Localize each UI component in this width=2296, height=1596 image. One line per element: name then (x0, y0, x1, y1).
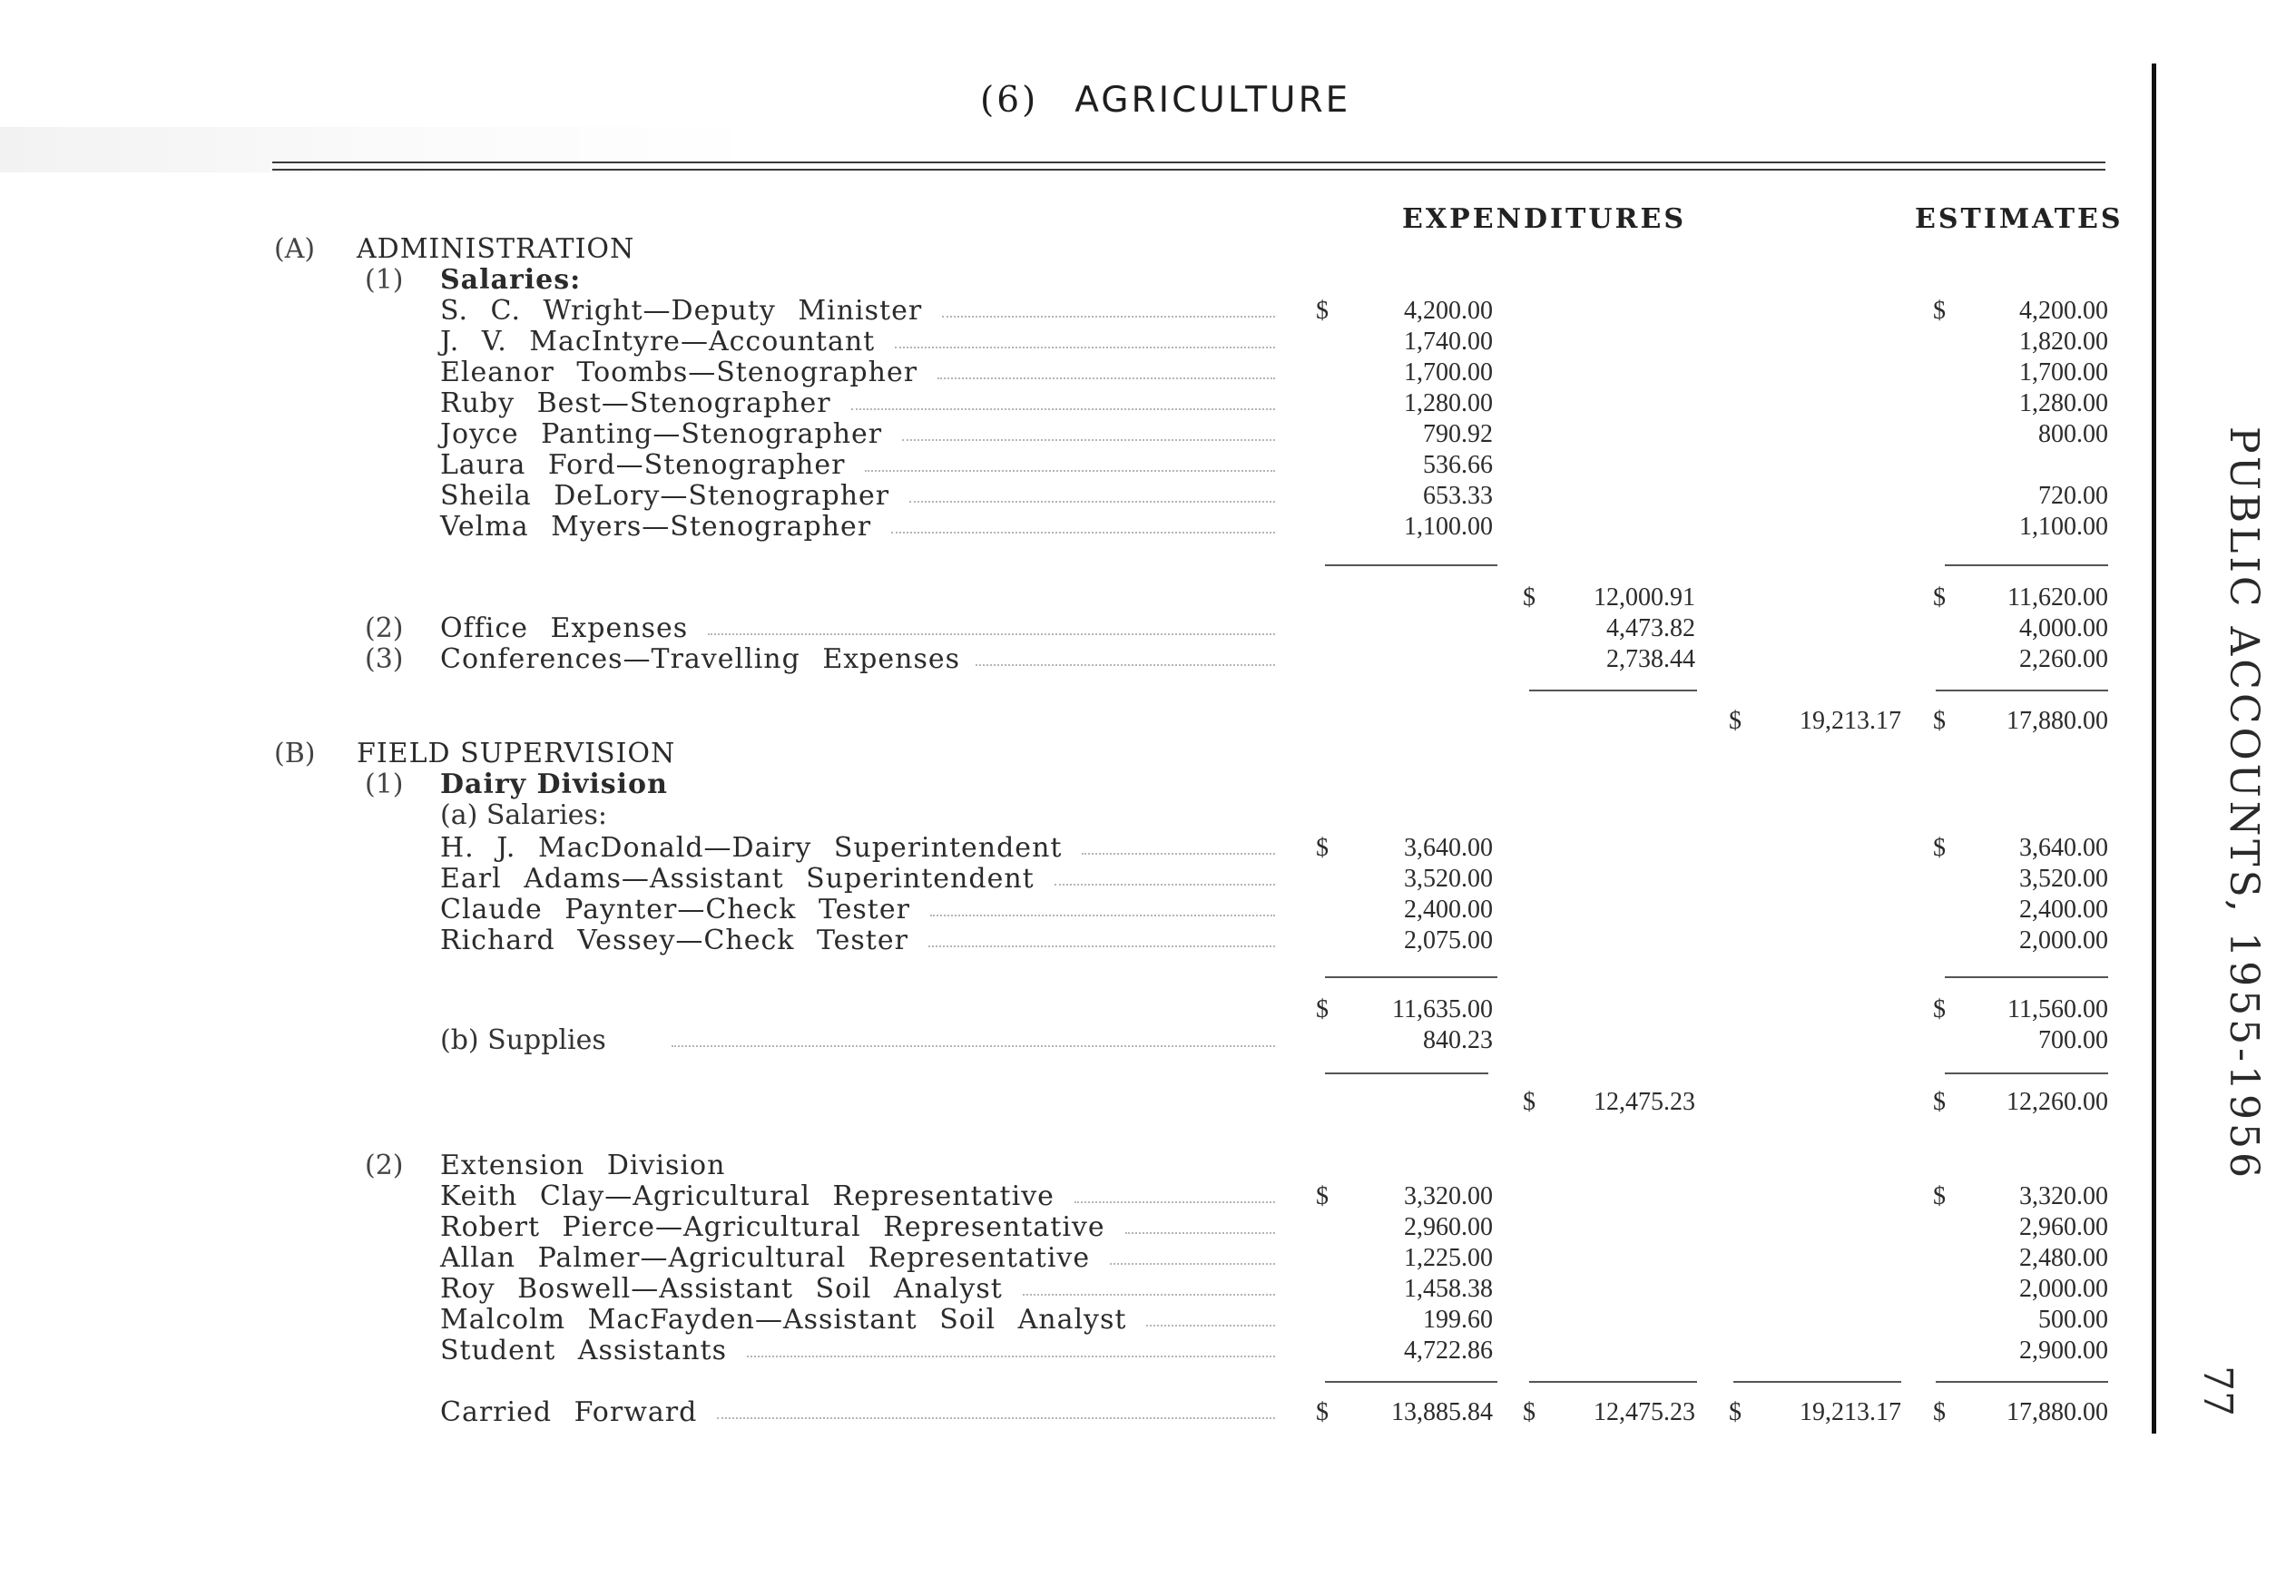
item-exp: 2,960.00 (1404, 1213, 1493, 1241)
header-rule-bottom (272, 169, 2105, 171)
leader-dots (895, 347, 1275, 348)
item-exp: 1,740.00 (1404, 328, 1493, 356)
rule (1325, 1072, 1488, 1074)
sub-index: (1) (365, 264, 404, 296)
dollar-sign: $ (1933, 1398, 1946, 1426)
item-name: Robert Pierce—Agricultural Representative (440, 1211, 1105, 1243)
sub-title: Extension Division (440, 1150, 726, 1181)
subtotal-est: 11,620.00 (2007, 583, 2108, 612)
salaries-subtotal-row (0, 583, 2142, 613)
item-exp: 653.33 (1423, 482, 1493, 510)
dollar-sign: $ (1933, 297, 1946, 325)
section-number: (6) (980, 80, 1039, 121)
dollar-sign: $ (1523, 1398, 1536, 1426)
section-title: FIELD SUPERVISION (357, 738, 676, 769)
estimates-header: ESTIMATES (1915, 203, 2124, 235)
item-est: 500.00 (2038, 1306, 2108, 1334)
conferences-row (0, 644, 2142, 675)
dollar-sign: $ (1729, 707, 1742, 735)
item-est: 4,200.00 (2019, 297, 2108, 325)
sub-index: (2) (365, 1150, 404, 1181)
list-item (0, 512, 2142, 543)
dairy-division-heading (0, 769, 2142, 800)
leader-dots (1023, 1294, 1275, 1296)
leader-dots (937, 377, 1275, 379)
item-name: Roy Boswell—Assistant Soil Analyst (440, 1273, 1003, 1305)
item-est: 1,820.00 (2019, 328, 2108, 356)
rule (1936, 690, 2108, 691)
leader-dots (1146, 1325, 1275, 1327)
page-number: 77 (2194, 1366, 2241, 1416)
rule (1325, 1381, 1497, 1383)
item-est: 2,900.00 (2019, 1337, 2108, 1365)
leader-dots (976, 664, 1275, 666)
section-title: ADMINISTRATION (357, 233, 635, 265)
item-est: 3,520.00 (2019, 865, 2108, 893)
carried-col3: 19,213.17 (1800, 1398, 1901, 1426)
item-est: 3,640.00 (2019, 834, 2108, 862)
item-exp: 840.23 (1423, 1026, 1493, 1054)
list-item (0, 1274, 2142, 1305)
rule (1936, 1381, 2108, 1383)
total-est: 12,260.00 (2007, 1088, 2108, 1116)
item-name: Velma Myers—Stenographer (440, 511, 872, 543)
item-name: Office Expenses (440, 612, 689, 644)
dollar-sign: $ (1316, 297, 1329, 325)
section-letter: (A) (274, 233, 316, 265)
leader-dots (1074, 1201, 1275, 1203)
dollar-sign: $ (1933, 707, 1946, 735)
list-item (0, 1212, 2142, 1243)
item-name: Joyce Panting—Stenographer (440, 418, 883, 450)
item-name: Eleanor Toombs—Stenographer (440, 357, 918, 388)
item-exp: 199.60 (1423, 1306, 1493, 1334)
sub-title: Salaries: (440, 264, 582, 296)
item-exp: 4,722.86 (1404, 1337, 1493, 1365)
item-name: Conferences—Travelling Expenses (440, 643, 960, 675)
item-exp: 3,320.00 (1404, 1182, 1493, 1210)
list-item (0, 895, 2142, 925)
rule (1529, 690, 1697, 691)
rule (1945, 564, 2108, 566)
dollar-sign: $ (1316, 995, 1329, 1023)
leader-dots (1110, 1263, 1275, 1265)
item-est: 2,400.00 (2019, 896, 2108, 924)
subtotal-est: 11,560.00 (2007, 995, 2108, 1023)
office-expenses-row (0, 613, 2142, 644)
leader-dots (1125, 1232, 1275, 1234)
total-exp: 19,213.17 (1800, 707, 1901, 735)
item-est: 2,000.00 (2019, 926, 2108, 955)
subtotal-exp: 12,000.91 (1594, 583, 1695, 612)
list-item (0, 327, 2142, 357)
item-name: Richard Vessey—Check Tester (440, 925, 908, 956)
leader-dots (672, 1045, 1275, 1047)
header-rule-top (272, 162, 2105, 163)
list-item (0, 481, 2142, 512)
item-name: Malcolm MacFayden—Assistant Soil Analyst (440, 1304, 1127, 1336)
subtotal-exp: 11,635.00 (1392, 995, 1493, 1023)
leader-dots (708, 633, 1275, 635)
leader-dots (1082, 853, 1275, 855)
item-exp: 4,473.82 (1606, 614, 1695, 642)
leader-dots (747, 1356, 1275, 1357)
dairy-salaries-total-row (0, 994, 2142, 1025)
carried-col2: 12,475.23 (1594, 1398, 1695, 1426)
rule (1945, 976, 2108, 978)
sub-index: (3) (365, 643, 404, 675)
item-exp: 2,738.44 (1606, 645, 1695, 673)
item-est: 2,960.00 (2019, 1213, 2108, 1241)
dollar-sign: $ (1729, 1398, 1742, 1426)
list-item (0, 296, 2142, 327)
list-item (0, 1336, 2142, 1366)
item-name: Earl Adams—Assistant Superintendent (440, 863, 1035, 895)
rule (1325, 564, 1497, 566)
item-est: 1,280.00 (2019, 389, 2108, 417)
expenditures-header: EXPENDITURES (1402, 203, 1686, 235)
item-exp: 790.92 (1423, 420, 1493, 448)
leader-dots (865, 470, 1275, 472)
carried-forward-label: Carried Forward (440, 1396, 698, 1428)
total-est: 17,880.00 (2007, 707, 2108, 735)
supplies-row (0, 1025, 2142, 1056)
carried-forward-row (0, 1397, 2142, 1428)
dollar-sign: $ (1523, 1088, 1536, 1116)
sub-title: Dairy Division (440, 769, 668, 800)
list-item (0, 419, 2142, 450)
item-est: 2,260.00 (2019, 645, 2108, 673)
dollar-sign: $ (1316, 1182, 1329, 1210)
rule (1945, 1072, 2108, 1074)
list-item (0, 357, 2142, 388)
dairy-salaries-label (0, 800, 2142, 831)
item-name: H. J. MacDonald—Dairy Superintendent (440, 832, 1063, 864)
scan-smudge (0, 127, 771, 172)
page-edge-bar (2152, 64, 2156, 1434)
leader-dots (902, 439, 1275, 441)
item-name: Sheila DeLory—Stenographer (440, 480, 890, 512)
item-exp: 1,225.00 (1404, 1244, 1493, 1272)
item-name: J. V. MacIntyre—Accountant (440, 326, 876, 357)
carried-col4: 17,880.00 (2007, 1398, 2108, 1426)
item-est: 4,000.00 (2019, 614, 2108, 642)
dollar-sign: $ (1316, 834, 1329, 862)
dollar-sign: $ (1316, 1398, 1329, 1426)
extension-division-heading (0, 1150, 2142, 1181)
section-a-heading (0, 234, 2142, 265)
dollar-sign: $ (1933, 583, 1946, 612)
item-exp: 3,640.00 (1404, 834, 1493, 862)
item-name: Allan Palmer—Agricultural Representative (440, 1242, 1091, 1274)
leader-dots (942, 316, 1275, 318)
leader-dots (1055, 884, 1275, 886)
dairy-total-row (0, 1087, 2142, 1118)
leader-dots (717, 1417, 1275, 1419)
leader-dots (928, 945, 1275, 947)
title-text: AGRICULTURE (1074, 80, 1351, 121)
sub-index: (1) (365, 769, 404, 800)
leader-dots (909, 501, 1275, 503)
item-name: Student Assistants (440, 1335, 727, 1366)
section-b-heading (0, 739, 2142, 769)
item-est: 2,480.00 (2019, 1244, 2108, 1272)
list-item (0, 450, 2142, 481)
item-name: Keith Clay—Agricultural Representative (440, 1180, 1055, 1212)
item-est: 1,100.00 (2019, 513, 2108, 541)
supplies-label: (b) Supplies (440, 1024, 606, 1056)
list-item (0, 925, 2142, 956)
list-item (0, 1243, 2142, 1274)
leader-dots (891, 532, 1275, 534)
running-head: PUBLIC ACCOUNTS, 1955-1956 (2221, 426, 2267, 1181)
dollar-sign: $ (1933, 1088, 1946, 1116)
rule (1529, 1381, 1697, 1383)
total-exp: 12,475.23 (1594, 1088, 1695, 1116)
dollar-sign: $ (1933, 1182, 1946, 1210)
list-item (0, 388, 2142, 419)
dollar-sign: $ (1933, 995, 1946, 1023)
sub-index: (2) (365, 612, 404, 644)
item-exp: 2,075.00 (1404, 926, 1493, 955)
salaries-heading (0, 265, 2142, 296)
leader-dots (851, 408, 1275, 410)
item-exp: 3,520.00 (1404, 865, 1493, 893)
item-name: Claude Paynter—Check Tester (440, 894, 910, 925)
rule (1325, 976, 1497, 978)
item-est: 720.00 (2038, 482, 2108, 510)
list-item (0, 864, 2142, 895)
page-title (980, 80, 1350, 121)
item-est: 700.00 (2038, 1026, 2108, 1054)
item-name: Ruby Best—Stenographer (440, 387, 831, 419)
item-name: S. C. Wright—Deputy Minister (440, 295, 923, 327)
section-a-total-row (0, 706, 2142, 737)
rule (1733, 1381, 1901, 1383)
item-exp: 2,400.00 (1404, 896, 1493, 924)
item-est: 2,000.00 (2019, 1275, 2108, 1303)
item-exp: 536.66 (1423, 451, 1493, 479)
section-letter: (B) (274, 738, 316, 769)
item-est: 1,700.00 (2019, 358, 2108, 387)
dollar-sign: $ (1933, 834, 1946, 862)
item-est: 800.00 (2038, 420, 2108, 448)
list-item (0, 1181, 2142, 1212)
item-est: 3,320.00 (2019, 1182, 2108, 1210)
list-item (0, 1305, 2142, 1336)
leader-dots (930, 915, 1275, 916)
item-exp: 1,100.00 (1404, 513, 1493, 541)
dollar-sign: $ (1523, 583, 1536, 612)
item-exp: 1,280.00 (1404, 389, 1493, 417)
item-exp: 4,200.00 (1404, 297, 1493, 325)
list-item (0, 833, 2142, 864)
item-exp: 1,700.00 (1404, 358, 1493, 387)
salaries-label: (a) Salaries: (440, 799, 607, 831)
item-exp: 1,458.38 (1404, 1275, 1493, 1303)
carried-col1: 13,885.84 (1391, 1398, 1493, 1426)
item-name: Laura Ford—Stenographer (440, 449, 846, 481)
